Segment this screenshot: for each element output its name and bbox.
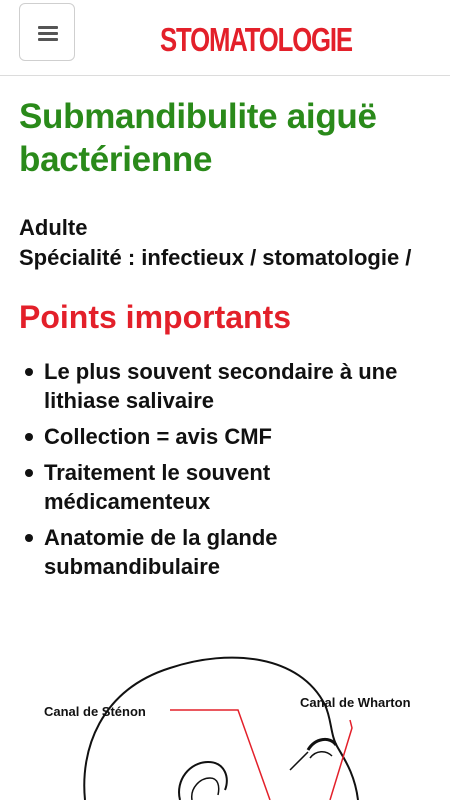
list-item: Traitement le souvent médicamenteux: [44, 458, 434, 516]
hamburger-menu-icon: [38, 26, 58, 41]
population-label: Adulte: [19, 215, 88, 240]
menu-button[interactable]: [19, 3, 75, 61]
list-item: Le plus souvent secondaire à une lithiase salivaire: [44, 357, 434, 415]
label-canal-wharton: Canal de Wharton: [300, 695, 411, 710]
section-title-important: Points importants: [19, 299, 292, 335]
list-item: Anatomie de la glande submandibulaire: [44, 523, 434, 581]
label-canal-stenon: Canal de Sténon: [44, 704, 146, 719]
anatomy-diagram: [40, 650, 440, 800]
page-title: Submandibulite aiguë bactérienne: [19, 97, 377, 179]
article-meta: [19, 213, 434, 273]
important-points-list: [19, 357, 434, 581]
specialty-label: Spécialité : infectieux / stomatologie /: [19, 245, 412, 270]
list-item: Collection = avis CMF: [44, 422, 434, 451]
site-logo[interactable]: STOMATOLOGIE: [160, 21, 352, 58]
head-outline-drawing: [40, 650, 440, 800]
article-content: [19, 95, 434, 588]
top-bar: [0, 0, 450, 76]
